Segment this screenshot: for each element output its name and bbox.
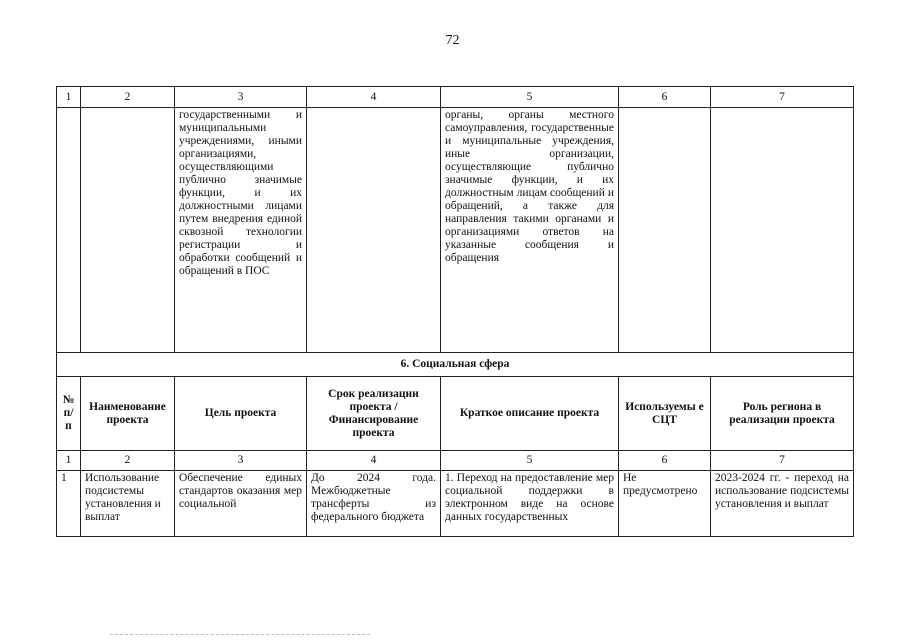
col-number: 1 xyxy=(57,451,81,471)
col-number: 5 xyxy=(441,451,619,471)
header-description: Краткое описание проекта xyxy=(441,377,619,451)
empty-cell xyxy=(619,108,711,353)
col-number: 6 xyxy=(619,87,711,108)
section-row xyxy=(57,353,854,377)
col-number: 3 xyxy=(175,451,307,471)
continued-row xyxy=(57,108,854,353)
header-goal: Цель проекта xyxy=(175,377,307,451)
col-number: 3 xyxy=(175,87,307,108)
header-row xyxy=(57,377,854,451)
header-role: Роль региона в реализации проекта xyxy=(711,377,854,451)
empty-cell xyxy=(57,108,81,353)
column-numbers-row xyxy=(57,451,854,471)
col-number: 2 xyxy=(81,87,175,108)
continued-description-cell: органы, органы местного самоуправления, государственные и муниципальные учреждения, иные организации, осуществляющие публично значимые функции, и их должностным лицам сообщений и обращений, а также для направления такими органами и организациями ответов на указанные сообщения и обращения xyxy=(441,108,619,353)
header-number: № п/п xyxy=(57,377,81,451)
col-number: 6 xyxy=(619,451,711,471)
empty-cell xyxy=(711,108,854,353)
header-term: Срок реализации проекта / Финансирование проекта xyxy=(307,377,441,451)
project-goal: Обеспечение единых стандартов оказания мер социальной xyxy=(175,471,307,537)
row-number: 1 xyxy=(57,471,81,537)
section-title: 6. Социальная сфера xyxy=(57,353,854,377)
col-number: 4 xyxy=(307,451,441,471)
col-number: 2 xyxy=(81,451,175,471)
top-column-numbers-row xyxy=(57,87,854,108)
empty-cell xyxy=(81,108,175,353)
project-name: Использование подсистемы установления и выплат xyxy=(81,471,175,537)
scan-artifact xyxy=(110,634,370,635)
projects-table xyxy=(56,86,854,537)
project-description: 1. Переход на предоставление мер социальной поддержки в электронном виде на основе данных государственных xyxy=(441,471,619,537)
header-sct: Используемы е СЦТ xyxy=(619,377,711,451)
continued-goal-cell: государственными и муниципальными учреждениями, иными организациями, осуществляющими публично значимые функции, и их должностными лицами путем внедрения единой сквозной технологии регистрации и обработки сообщений и обращений в ПОС xyxy=(175,108,307,353)
table-row xyxy=(57,471,854,537)
col-number: 7 xyxy=(711,87,854,108)
project-role: 2023-2024 гг. - переход на использование подсистемы установления и выплат xyxy=(711,471,854,537)
project-sct: Не предусмотрено xyxy=(619,471,711,537)
col-number: 1 xyxy=(57,87,81,108)
col-number: 5 xyxy=(441,87,619,108)
project-term: До 2024 года. Межбюджетные трансферты из федерального бюджета xyxy=(307,471,441,537)
col-number: 4 xyxy=(307,87,441,108)
empty-cell xyxy=(307,108,441,353)
col-number: 7 xyxy=(711,451,854,471)
header-name: Наименование проекта xyxy=(81,377,175,451)
page-number: 72 xyxy=(445,33,460,48)
